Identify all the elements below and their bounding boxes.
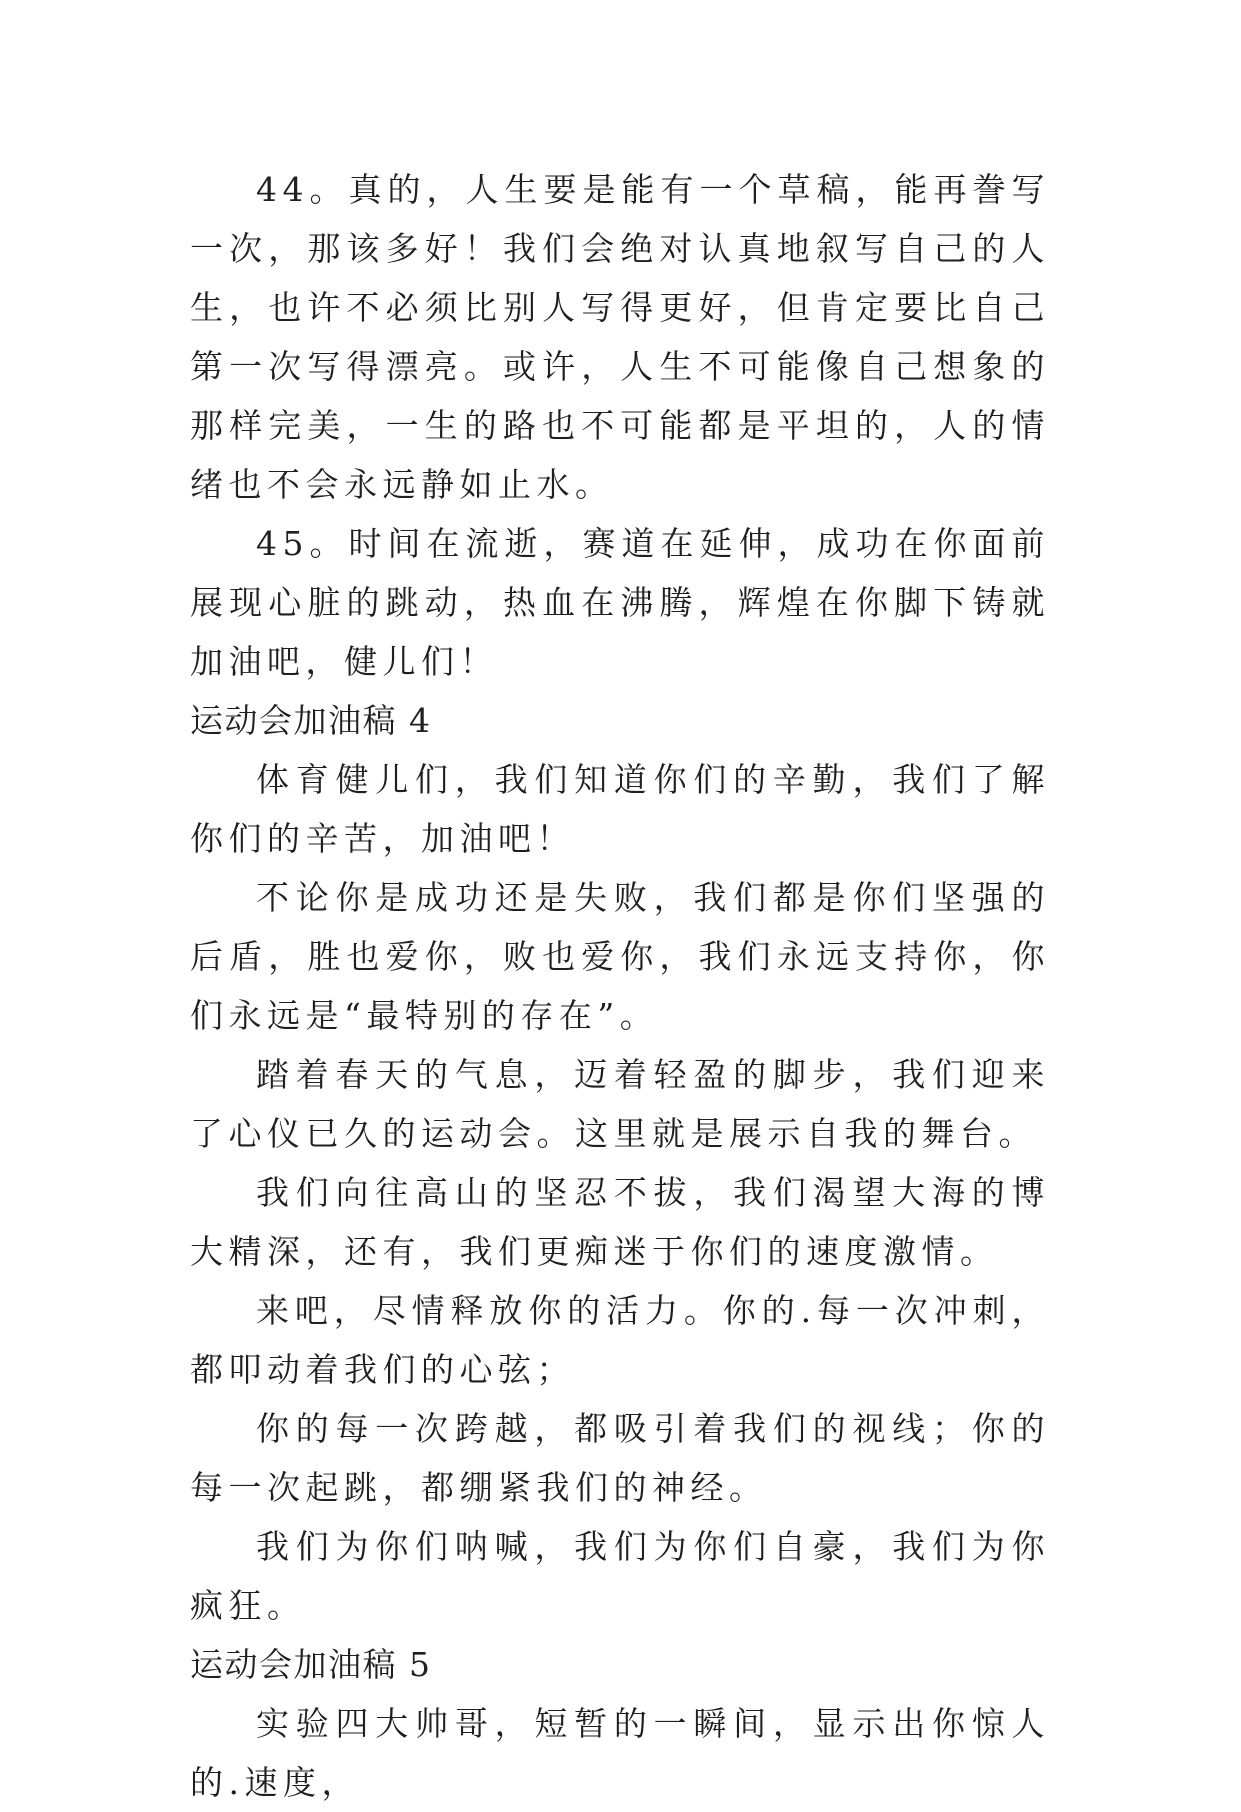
paragraph-45: 45。时间在流逝，赛道在延伸，成功在你面前展现心脏的跳动，热血在沸腾，辉煌在你脚下铸就加油吧，健儿们！: [190, 524, 1050, 681]
section-heading-5: 运动会加油稿 5: [190, 1645, 432, 1684]
paragraph: 我们向往高山的坚忍不拔，我们渴望大海的博大精深，还有，我们更痴迷于你们的速度激情。: [190, 1173, 1050, 1271]
paragraph: 不论你是成功还是失败，我们都是你们坚强的后盾，胜也爱你，败也爱你，我们永远支持你，你们永远是“最特别的存在”。: [190, 878, 1050, 1035]
paragraph: 踏着春天的气息，迈着轻盈的脚步，我们迎来了心仪已久的运动会。这里就是展示自我的舞台。: [190, 1055, 1050, 1153]
section-heading-4: 运动会加油稿 4: [190, 701, 432, 740]
paragraph: 我们为你们呐喊，我们为你们自豪，我们为你疯狂。: [190, 1527, 1050, 1625]
paragraph: 你的每一次跨越，都吸引着我们的视线；你的每一次起跳，都绷紧我们的神经。: [190, 1409, 1050, 1507]
paragraph: 来吧，尽情释放你的活力。你的.每一次冲刺，都叩动着我们的心弦；: [190, 1291, 1050, 1389]
paragraph-44: 44。真的，人生要是能有一个草稿，能再誊写一次，那该多好！我们会绝对认真地叙写自己的人生，也许不必须比别人写得更好，但肯定要比自己第一次写得漂亮。或许，人生不可能像自己想象的那样完美，一生的路也不可能都是平坦的，人的情绪也不会永远静如止水。: [190, 170, 1050, 504]
paragraph: 体育健儿们，我们知道你们的辛勤，我们了解你们的辛苦，加油吧！: [190, 760, 1050, 858]
document-page: [190, 160, 1050, 1812]
paragraph: 实验四大帅哥，短暂的一瞬间，显示出你惊人的.速度，: [190, 1704, 1050, 1802]
